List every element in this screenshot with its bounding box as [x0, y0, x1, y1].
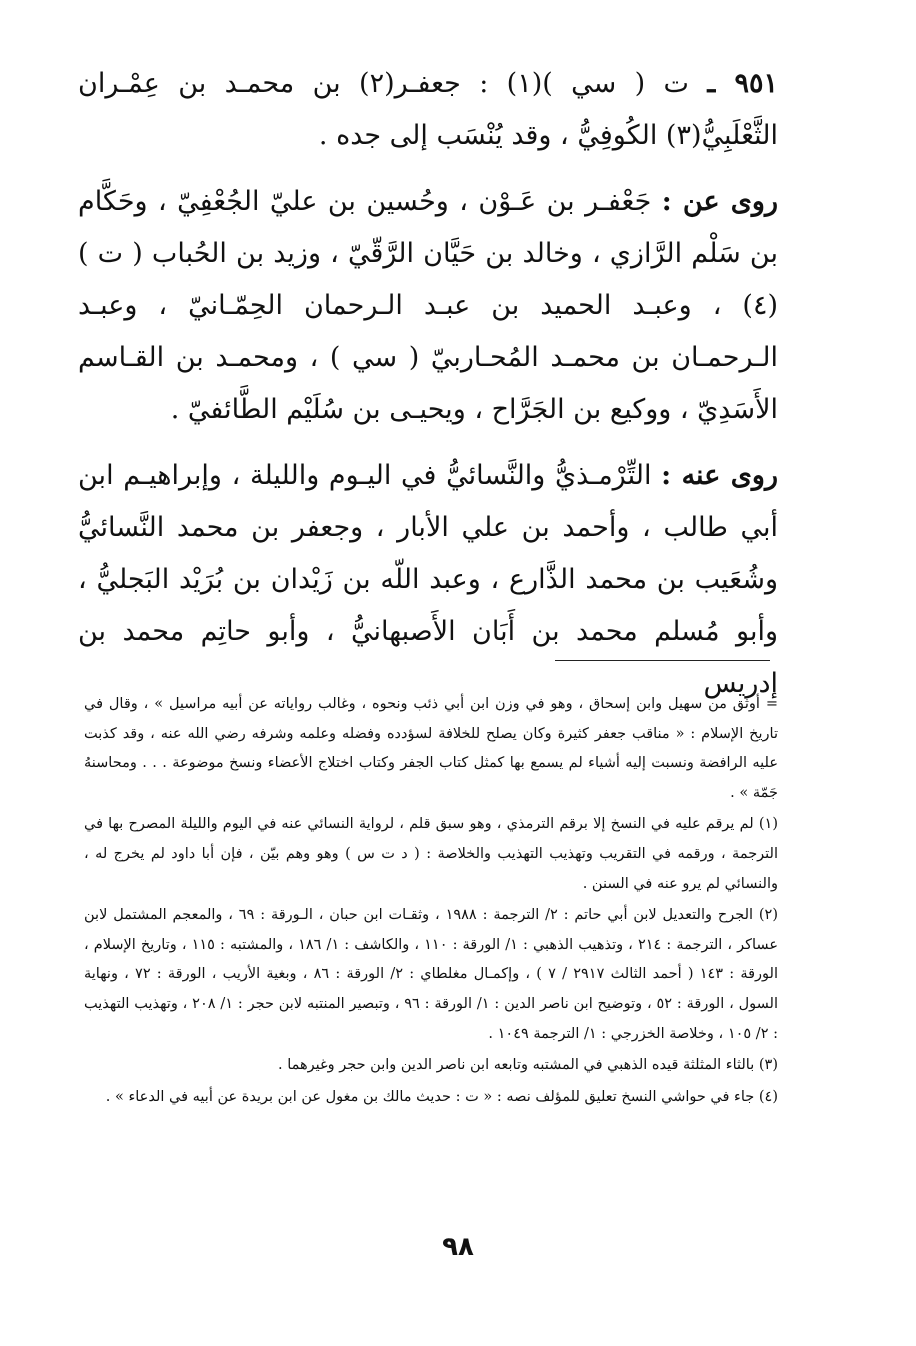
footnote-separator	[555, 660, 770, 661]
narrated-by-text: التِّرْمـذيُّ والنَّسائيُّ في اليـوم والليلة ، وإبراهيـم ابن أبي طالب ، وأحمد بن علي الأبار ، وجعفر بن محمد النَّسائيُّ وشُعَيب بن محمد الذَّارع ، وعبد اللّه بن زَيْدان بن بُرَيْد البَجليُّ ، وأبو مُسلم محمد بن أَبَان الأَصبهانيُّ ، وأبو حاتِم محمد بن إدريس	[78, 460, 778, 699]
entry-number: ٩٥١ ـ	[707, 68, 778, 99]
entry-text: ت ( سي )(١) : جعفـر(٢) بن محمـد بن عِمْـران الثَّعْلَبِيُّ(٣) الكُوفِيُّ ، وقد يُنْسَب إلى جده .	[78, 68, 778, 151]
footnote-1: (١) لم يرقم عليه في النسخ إلا برقم الترمذي ، وهو سبق قلم ، لرواية النسائي عنه في اليوم والليلة المصرح بها في الترجمة ، ورقمه في التقريب وتهذيب التهذيب والخلاصة : ( د ت س ) وهو وهم بيّن ، فإن أبا داود لم يخرج له ، والنسائي لم يرو عنه في السنن .	[84, 816, 778, 892]
narrated-from-label: روى عن :	[661, 186, 778, 217]
footnotes	[84, 690, 778, 1112]
footnote-3: (٣) بالثاء المثلثة قيده الذهبي في المشتبه وتابعه ابن ناصر الدين وابن حجر وغيرهما .	[278, 1057, 778, 1074]
main-text	[78, 58, 778, 724]
narrated-by-paragraph	[78, 450, 778, 710]
narrated-from-text: جَعْفـر بن عَـوْن ، وحُسين بن عليّ الجُعْفِيّ ، وحَكَّام بن سَلْم الرَّازي ، وخالد بن حَيَّان الرَّقّيّ ، وزيد بن الحُباب ( ت )(٤) ، وعبـد الحميد بن عبـد الـرحمان الحِمّـانيّ ، وعبـد الـرحمـان بن محمـد المُحـاربيّ ( سي ) ، ومحمـد بن القـاسم الأَسَدِيّ ، ووكيع بن الجَرَّاح ، ويحيـى بن سُلَيْم الطَّائفيّ .	[78, 186, 778, 425]
footnote-2: (٢) الجرح والتعديل لابن أبي حاتم : ٢/ الترجمة : ١٩٨٨ ، وثقـات ابن حبان ، الـورقة : ٦٩ ، والمعجم المشتمل لابن عساكر ، الترجمة : ٢١٤ ، وتذهيب الذهبي : ١/ الورقة : ١١٠ ، والكاشف : ١/ ١٨٦ ، والمشتبه : ١١٥ ، وتاريخ الإسلام ، الورقة : ١٤٣ ( أحمد الثالث ٢٩١٧ / ٧ ) ، وإكمـال مغلطاي : ٢/ الورقة : ٨٦ ، وبغية الأريب ، الورقة : ٧٢ ، ونهاية السول ، الورقة : ٥٢ ، وتوضيح ابن ناصر الدين : ١/ الورقة : ٩٦ ، وتبصير المنتبه لابن حجر : ١/ ٢٠٨ ، وتهذيب التهذيب : ٢/ ١٠٥ ، وخلاصة الخزرجي : ١/ الترجمة ١٠٤٩ .	[84, 907, 779, 1042]
narrated-from-paragraph	[78, 176, 778, 436]
footnote-4: (٤) جاء في حواشي النسخ تعليق للمؤلف نصه : « ت : حديث مالك بن مغول عن ابن بريدة عن أبيه في الدعاء » .	[105, 1088, 778, 1105]
narrated-by-label: روى عنه :	[661, 460, 778, 491]
footnote-continuation: = أوثق من سهيل وابن إسحاق ، وهو في وزن ابن أبي ذئب ونحوه ، وغالب رواياته عن أبيه مراسيل » ، وقال في تاريخ الإسلام : « مناقب جعفر كثيرة وكان يصلح للخلافة لسؤدده وفضله وعلمه وشرفه رضي الله عنه ، وقد كذبت عليه الرافضة ونسبت إليه أشياء لم يسمع بها كمثل كتاب الجفر وكتاب اختلاج الأعضاء ونسخ موضوعة . . . ومحاسنهُ جَمّة » .	[84, 696, 778, 801]
page-number: ٩٨	[442, 1232, 474, 1262]
entry-header	[78, 58, 778, 162]
